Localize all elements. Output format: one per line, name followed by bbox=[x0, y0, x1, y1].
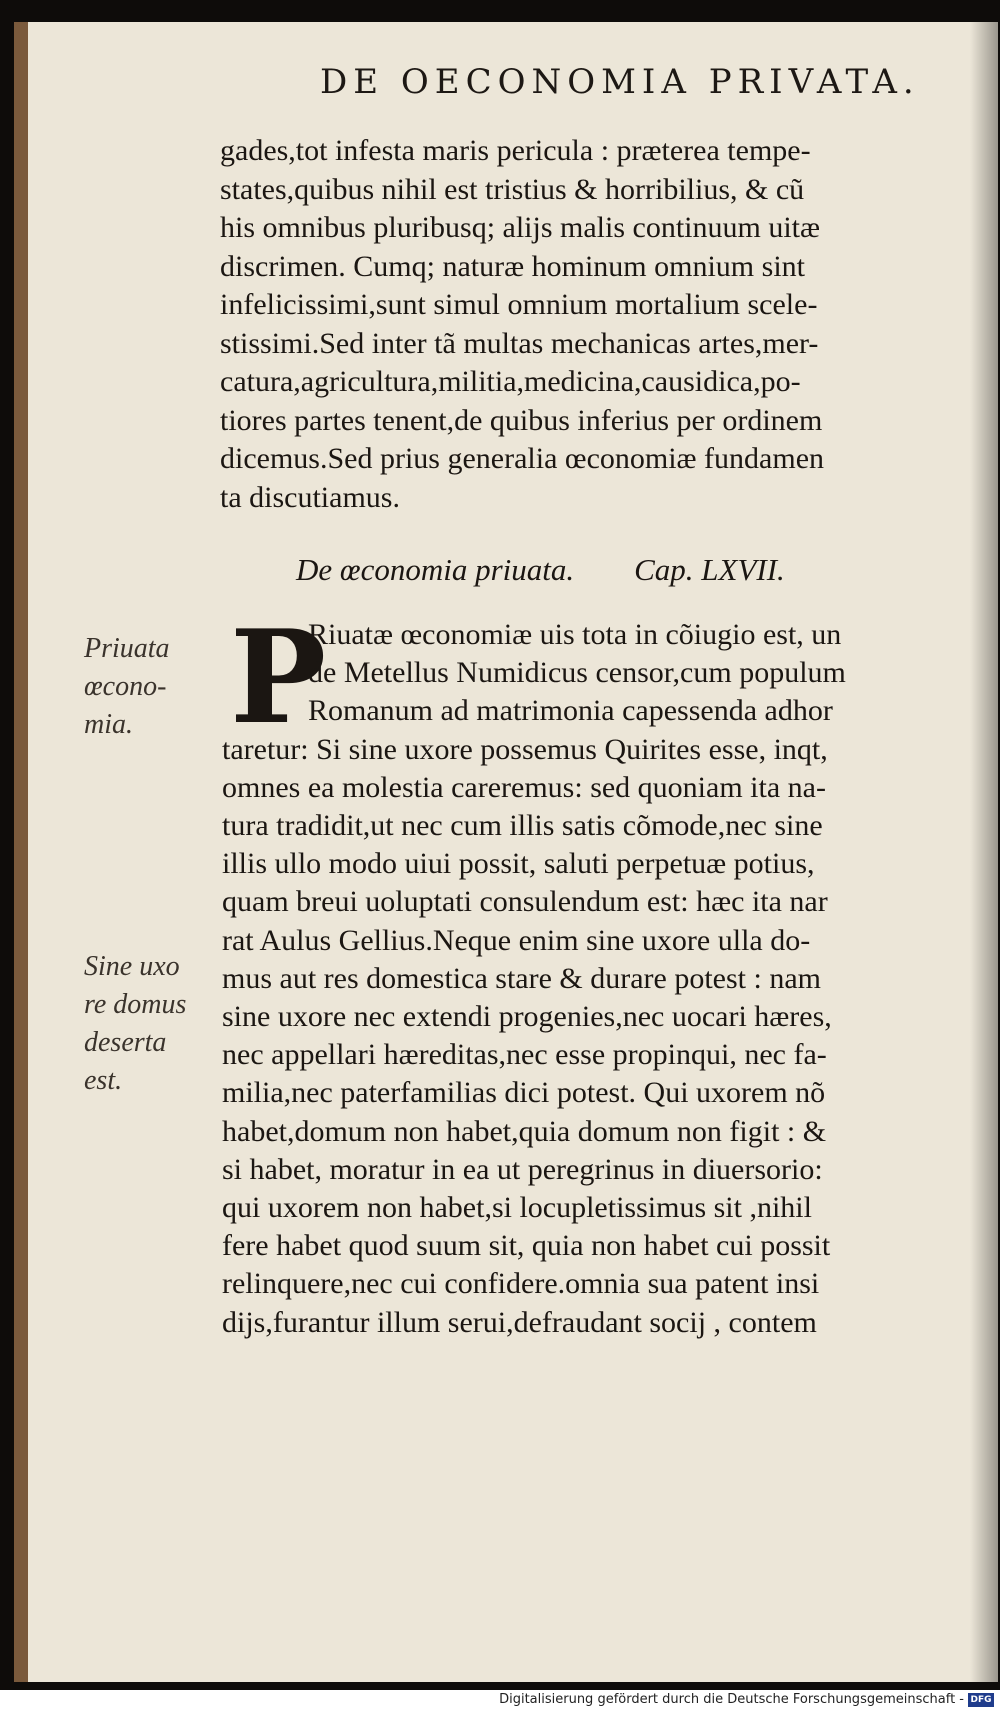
text-line: his omnibus pluribusq; alijs malis continuum uitæ bbox=[220, 211, 821, 244]
chapter-title: De œconomia priuata. bbox=[296, 552, 575, 587]
marginal-line: est. bbox=[84, 1065, 123, 1096]
chapter-number: Cap. LXVII. bbox=[634, 552, 785, 587]
marginal-line: Sine uxo bbox=[84, 951, 180, 982]
drop-initial: P bbox=[230, 603, 327, 753]
text-line: habet,domum non habet,quia domum non figit : & bbox=[222, 1114, 827, 1148]
dfg-logo: DFG bbox=[968, 1693, 994, 1707]
marginal-line: deserta bbox=[84, 1027, 167, 1058]
text-line: gades,tot infesta maris pericula : præterea tempe- bbox=[220, 134, 811, 167]
text-line: mus aut res domestica stare & durare potest : nam bbox=[222, 961, 821, 995]
text-line: dicemus.Sed prius generalia œconomiæ fundamen bbox=[220, 442, 825, 475]
text-line: tura tradidit,ut nec cum illis satis cõmode,nec sine bbox=[222, 809, 823, 843]
running-head: DE OECONOMIA PRIVATA. bbox=[320, 62, 920, 102]
text-line: Riuatæ œconomiæ uis tota in cõiugio est, un bbox=[308, 618, 842, 651]
marginal-line: mia. bbox=[84, 709, 133, 740]
marginal-note-sine-uxore bbox=[84, 948, 204, 1100]
text-line: relinquere,nec cui confidere.omnia sua patent insi bbox=[222, 1267, 820, 1301]
chapter-heading bbox=[296, 552, 785, 588]
marginal-line: Priuata bbox=[84, 633, 170, 664]
footer-credit: Digitalisierung gefördert durch die Deutsche Forschungsgemeinschaft - bbox=[499, 1692, 964, 1707]
text-line: qui uxorem non habet,si locupletissimus sit ,nihil bbox=[222, 1191, 812, 1225]
marginal-note-priuata bbox=[84, 630, 204, 744]
text-line: milia,nec paterfamilias dici potest. Qui uxorem nõ bbox=[222, 1076, 826, 1110]
digitization-footer bbox=[0, 1690, 1000, 1713]
marginal-line: re domus bbox=[84, 989, 187, 1020]
text-line: catura,agricultura,militia,medicina,causidica,po- bbox=[220, 365, 801, 398]
text-line: fere habet quod suum sit, quia non habet cui possit bbox=[222, 1229, 831, 1263]
text-line: si habet, moratur in ea ut peregrinus in diuersorio: bbox=[222, 1152, 823, 1186]
text-line: infelicissimi,sunt simul omnium mortalium scele- bbox=[220, 288, 818, 321]
text-line: states,quibus nihil est tristius & horribilius, & cũ bbox=[220, 172, 805, 206]
text-line: dijs,furantur illum serui,defraudant socij , contem bbox=[222, 1305, 817, 1339]
text-line: de Metellus Numidicus censor,cum populum bbox=[308, 656, 846, 690]
body-paragraph bbox=[222, 603, 982, 1342]
text-line: Romanum ad matrimonia capessenda adhor bbox=[308, 694, 833, 728]
text-line: illis ullo modo uiui possit, saluti perpetuæ potius, bbox=[222, 847, 815, 881]
text-line: omnes ea molestia careremus: sed quoniam ita na- bbox=[222, 770, 826, 804]
text-line: nec appellari hæreditas,nec esse propinqui, nec fa- bbox=[222, 1038, 827, 1072]
marginal-line: œcono- bbox=[84, 671, 167, 702]
top-paragraph bbox=[220, 132, 975, 517]
text-line: taretur: Si sine uxore possemus Quirites esse, inqt, bbox=[222, 732, 828, 766]
text-line: tiores partes tenent,de quibus inferius per ordinem bbox=[220, 403, 823, 437]
text-line: sine uxore nec extendi progenies,nec uocari hæres, bbox=[222, 1000, 832, 1034]
text-line: stissimi.Sed inter tã multas mechanicas artes,mer- bbox=[220, 326, 819, 360]
text-line: ta discutiamus. bbox=[220, 480, 400, 514]
text-line: quam breui uoluptati consulendum est: hæc ita nar bbox=[222, 885, 828, 919]
text-line: discrimen. Cumq; naturæ hominum omnium sint bbox=[220, 249, 805, 283]
text-line: rat Aulus Gellius.Neque enim sine uxore ulla do- bbox=[222, 923, 811, 957]
